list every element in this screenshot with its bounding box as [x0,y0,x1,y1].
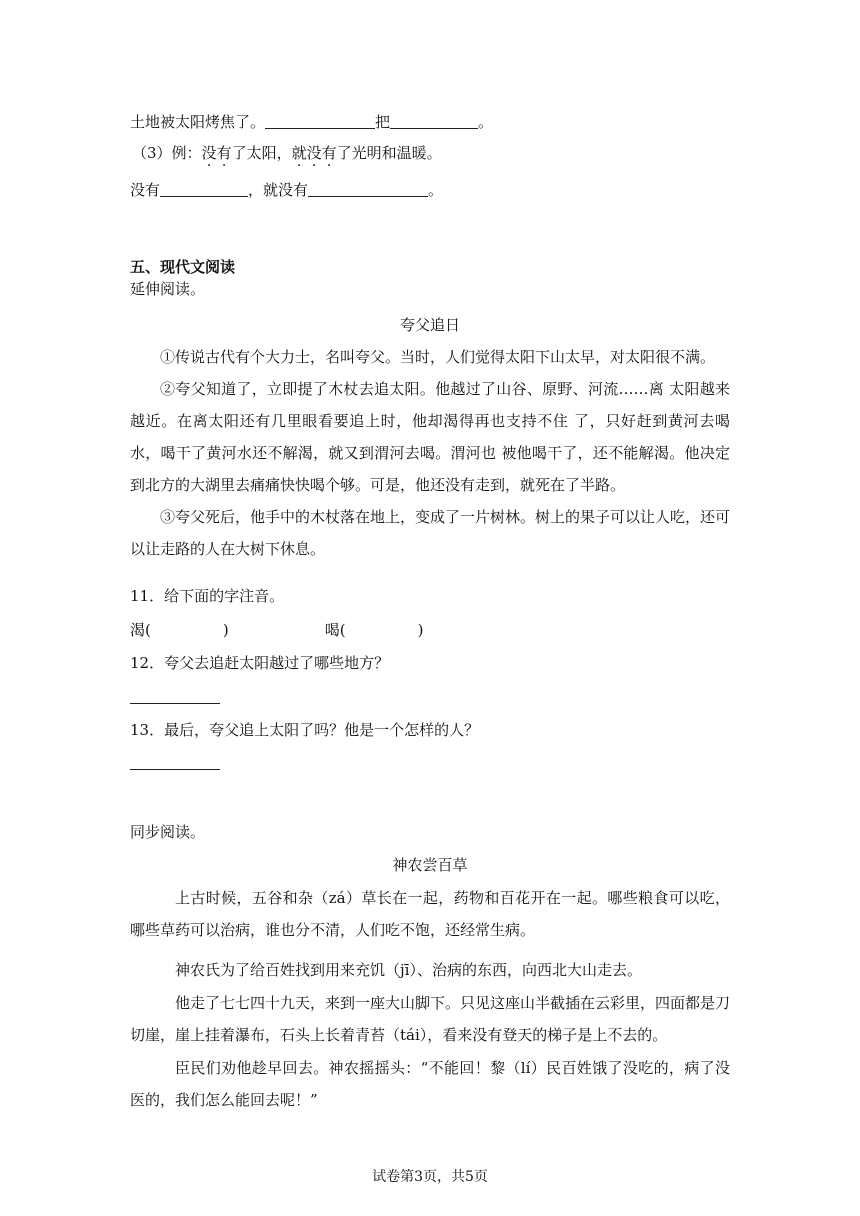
q3-fill-line: 没有 ，就没有 。 [130,181,444,199]
story-paragraph: 臣民们劝他趁早回去。神农摇摇头：“不能回！黎（lí）民百姓饿了没吃的，病了没医的，我们怎么能回去呢！” [130,1059,730,1109]
answer-blank[interactable] [160,180,248,197]
story-title: 夸父追日 [399,316,460,334]
emphasis-char: 没 [306,144,322,162]
emphasis-char: 就 [291,144,307,162]
story-paragraph: 上古时候，五谷和杂（zá）草长在一起，药物和百花开在一起。哪些粮食可以吃，哪些草药可以治病，谁也分不清，人们吃不饱，还经常生病。 [130,889,730,939]
emphasis-char: 有 [321,144,337,162]
section-subtitle: 同步阅读。 [130,823,206,841]
story-paragraph: ②夸父知道了，立即提了木杖去追太阳。他越过了山谷、原野、河流……离 太阳越来越近。在离太阳还有几里眼看要追上时，他却渴得再也支持不住 了，只好赶到黄河去喝水，喝干了黄河水还不解渴，就又到渭河去喝。渭河也 被他喝干了，还不能解渴。他决定到北方的大湖里去痛痛快快喝个够。可是，他还没有走到，就死在了半路。 [130,380,730,494]
story-paragraph: ①传说古代有个大力士，名叫夸父。当时，人们觉得太阳下山太早，对太阳很不满。 [160,348,716,366]
story-title: 神农尝百草 [392,856,468,874]
pinyin-row: 渴( ) 喝( ) [130,621,424,639]
story-paragraph: 神农氏为了给百姓找到用来充饥（jī）、治病的东西，向西北大山走去。 [175,961,642,979]
story-paragraph: ③夸父死后，他手中的木杖落在地上，变成了一片树林。树上的果子可以让人吃，还可以让走路的人在大树下休息。 [130,508,731,558]
answer-line[interactable] [130,703,220,704]
section-title: 五、现代文阅读 [130,258,236,276]
q2-sentence: 土地被太阳烤焦了。 [130,113,266,131]
emphasis-char: 没 [201,144,217,162]
question-12: 12．夸父去追赶太阳越过了哪些地方？ [130,654,390,672]
question-11: 11．给下面的字注音。 [130,587,285,605]
emphasis-char: 有 [216,144,232,162]
story-paragraph: 他走了七七四十九天，来到一座大山脚下。只见这座山半截插在云彩里，四面都是刀切崖，崖上挂着瀑布，石头上长着青苔（tái），看来没有登天的梯子是上不去的。 [130,994,731,1044]
answer-line[interactable] [130,769,220,770]
answer-blank[interactable] [308,180,428,197]
q3-example: （3）例：没有了太阳，就没有了光明和温暖。 [132,144,442,162]
page-footer: 试卷第3页，共5页 [372,1169,488,1185]
q2-connector: 把 [375,113,391,131]
q2-line: 土地被太阳烤焦了。 把 。 [130,113,494,131]
answer-blank[interactable] [265,112,375,129]
answer-blank[interactable] [390,112,478,129]
section-subtitle: 延伸阅读。 [130,280,206,298]
question-13: 13．最后，夸父追上太阳了吗？他是一个怎样的人？ [130,721,480,739]
